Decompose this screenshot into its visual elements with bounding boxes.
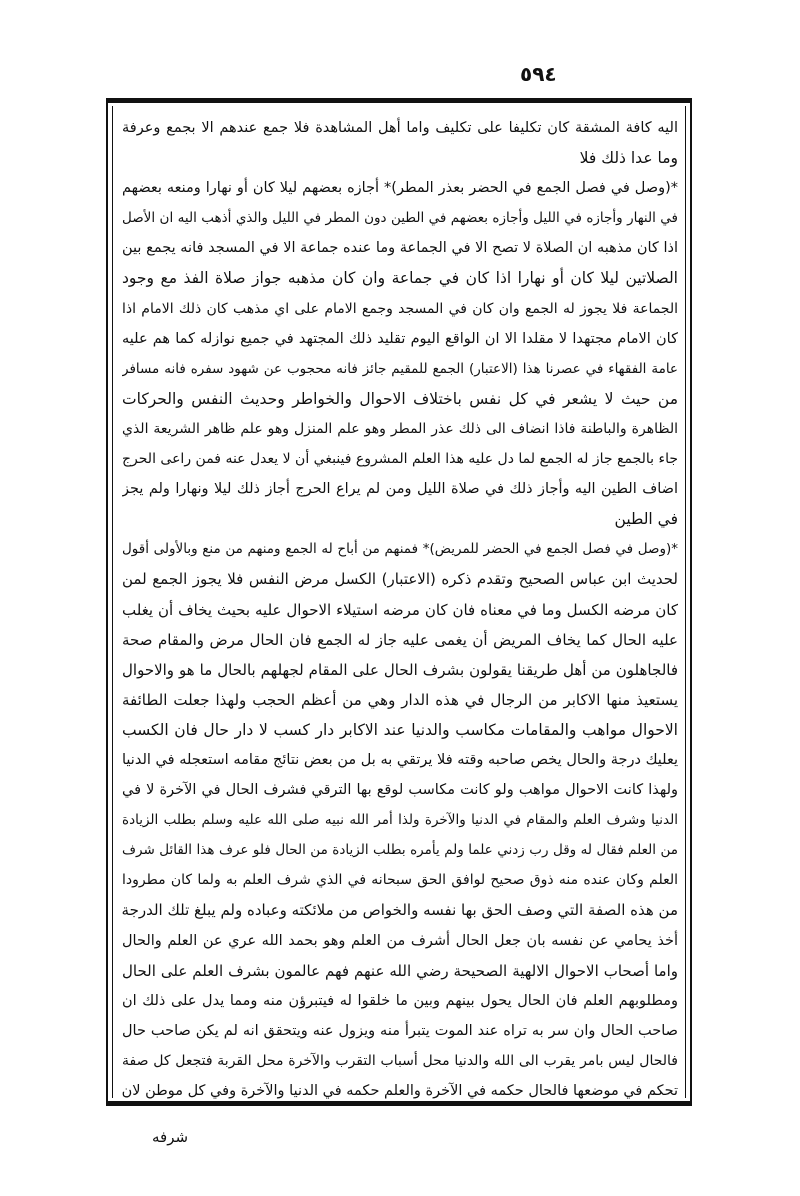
text-line: الظاهرة والباطنة فاذا انضاف الى ذلك عذر المطر وهو علم المنزل وهو علم ظاهر الشريعة الذي xyxy=(122,420,678,437)
text-line: عليه الحال كما يخاف المريض أن يغمى عليه جاز له الجمع فان الحال مرض والمقام صحة xyxy=(122,630,678,649)
text-line: من هذه الصفة التي وصف الحق بها نفسه والخواص من ملائكته وعباده ولم يبلغ تلك الدرجة xyxy=(122,901,678,920)
text-line: الدنيا وشرف العلم والمقام في الدنيا والآخرة ولذا أمر الله نبيه صلى الله عليه وسلم بطلب الزيادة xyxy=(122,812,678,829)
text-line: اليه كافة المشقة كان تكليفا على تكليف واما أهل المشاهدة فلا جمع عندهم الا بجمع وعرفة xyxy=(122,120,678,136)
body-text xyxy=(122,113,678,1106)
text-line: ولهذا كانت الاحوال مواهب ولو كانت مكاسب لوقع بها الترقي فشرف الحال في الآخرة لا في xyxy=(122,782,678,799)
text-line: من حيث لا يشعر في كل نفس باختلاف الاحوال والخواطر وحديث النفس والحركات xyxy=(122,389,678,408)
catchword: شرفه xyxy=(152,1128,189,1146)
text-line: العلم وكان عنده منه ذوق صحيح لوافق الحق سبحانه في الذي شرف العلم به ولما كان مطرودا xyxy=(122,872,678,889)
text-line: يعليك درجة والحال يخص صاحبه وقته فلا يرتقي به بل من بعض نتائج مقامه استعجله في الدنيا xyxy=(122,751,678,768)
text-line: فالحال ليس بامر يقرب الى الله والدنيا محل أسباب التقرب والآخرة محل القربة فتجعل كل صفة xyxy=(122,1052,678,1069)
text-line: كان الامام مجتهدا لا مقلدا الا ان الواقع اليوم تقليد ذلك المجتهد في جميع نوازله كما هم عليه xyxy=(122,330,678,347)
text-line: الصلاتين ليلا كان أو نهارا اذا كان في جماعة وان كان مذهبه جواز صلاة الفذ مع وجود xyxy=(122,269,678,288)
text-line: فالجاهلون من أهل طريقنا يقولون بشرف الحال على المقام لجهلهم بالحال ما هو والاحوال xyxy=(122,660,678,679)
text-line: في الطين xyxy=(614,510,678,529)
text-line: *(وصل في فصل الجمع في الحضر للمريض)* فمنهم من أباح له الجمع ومنهم من منع وبالأولى أقول xyxy=(122,541,678,558)
text-line: ومطلوبهم العلم فان الحال يحول بينهم وبين ما خلقوا له فيتبرؤن منه ومما يدل على ذلك ان xyxy=(122,992,678,1009)
text-line: في النهار وأجازه في الليل وأجازه بعضهم في الطين دون المطر في الليل والذي أذهب اليه ان الأصل xyxy=(122,210,678,227)
text-line: جاء بالجمع جاز له الجمع لما دل عليه هذا العلم المشروع فينبغي أن لا يعدل عنه فمن راعى الحرج xyxy=(122,451,678,468)
text-line: من العلم فقال له وقل رب زدني علما ولم يأمره بطلب الزيادة من الحال فلو عرف هذا القائل شرف xyxy=(122,842,678,859)
text-line: يستعيذ منها الاكابر من الرجال في هذه الدار وهي من أعظم الحجب ولهذا جعلت الطائفة xyxy=(122,690,678,709)
text-line: اذا كان مذهبه ان الصلاة لا تصح الا في الجماعة وما عنده جماعة الا في المسجد فانه يجمع بين xyxy=(122,240,678,257)
text-line: الجماعة فلا يجوز له الجمع وان كان في المسجد وجمع الامام على اي مذهب كان ذلك الامام اذا xyxy=(122,300,678,317)
text-line: كان مرضه الكسل وما في معناه فان كان مرضه استيلاء الاحوال عليه بحيث يخاف أن يغلب xyxy=(122,600,678,619)
text-line: أخذ يحامي عن نفسه بان جعل الحال أشرف من العلم وهو بحمد الله عري عن العلم والحال xyxy=(122,932,678,949)
page-number: ٥٩٤ xyxy=(520,62,557,86)
text-line: واما أصحاب الاحوال الالهية الصحيحة رضي الله عنهم فهم عالمون بشرف العلم على الحال xyxy=(122,961,678,980)
text-line: وما عدا ذلك فلا xyxy=(579,149,678,168)
text-line: اضاف الطين اليه وأجاز ذلك في صلاة الليل ومن لم يراع الحرج أجاز ذلك ليلا ونهارا ولم يجز xyxy=(122,481,678,498)
text-line: الاحوال مواهب والمقامات مكاسب والدنيا عند الاكابر دار كسب لا دار حال فان الكسب xyxy=(122,720,678,739)
text-line: عامة الفقهاء في عصرنا هذا (الاعتبار) الجمع للمقيم جائز فانه محجوب عن شهود سفره فانه مسافر xyxy=(122,360,678,377)
text-line: لحديث ابن عباس الصحيح وتقدم ذكره (الاعتبار) الكسل مرض النفس فلا يجوز الجمع لمن xyxy=(122,570,678,589)
text-frame xyxy=(106,98,692,1106)
text-line: صاحب الحال وان سر به تراه عند الموت يتبرأ منه ويزول عنه ويتحقق انه لم يكن صاحب حال xyxy=(122,1022,678,1039)
text-line: *(وصل في فصل الجمع في الحضر بعذر المطر)* أجازه بعضهم ليلا كان أو نهارا ومنعه بعضهم xyxy=(122,180,678,197)
text-line: تحكم في موضعها فالحال حكمه في الآخرة والعلم حكمه في الدنيا والآخرة وفي كل موطن لان xyxy=(122,1083,678,1099)
